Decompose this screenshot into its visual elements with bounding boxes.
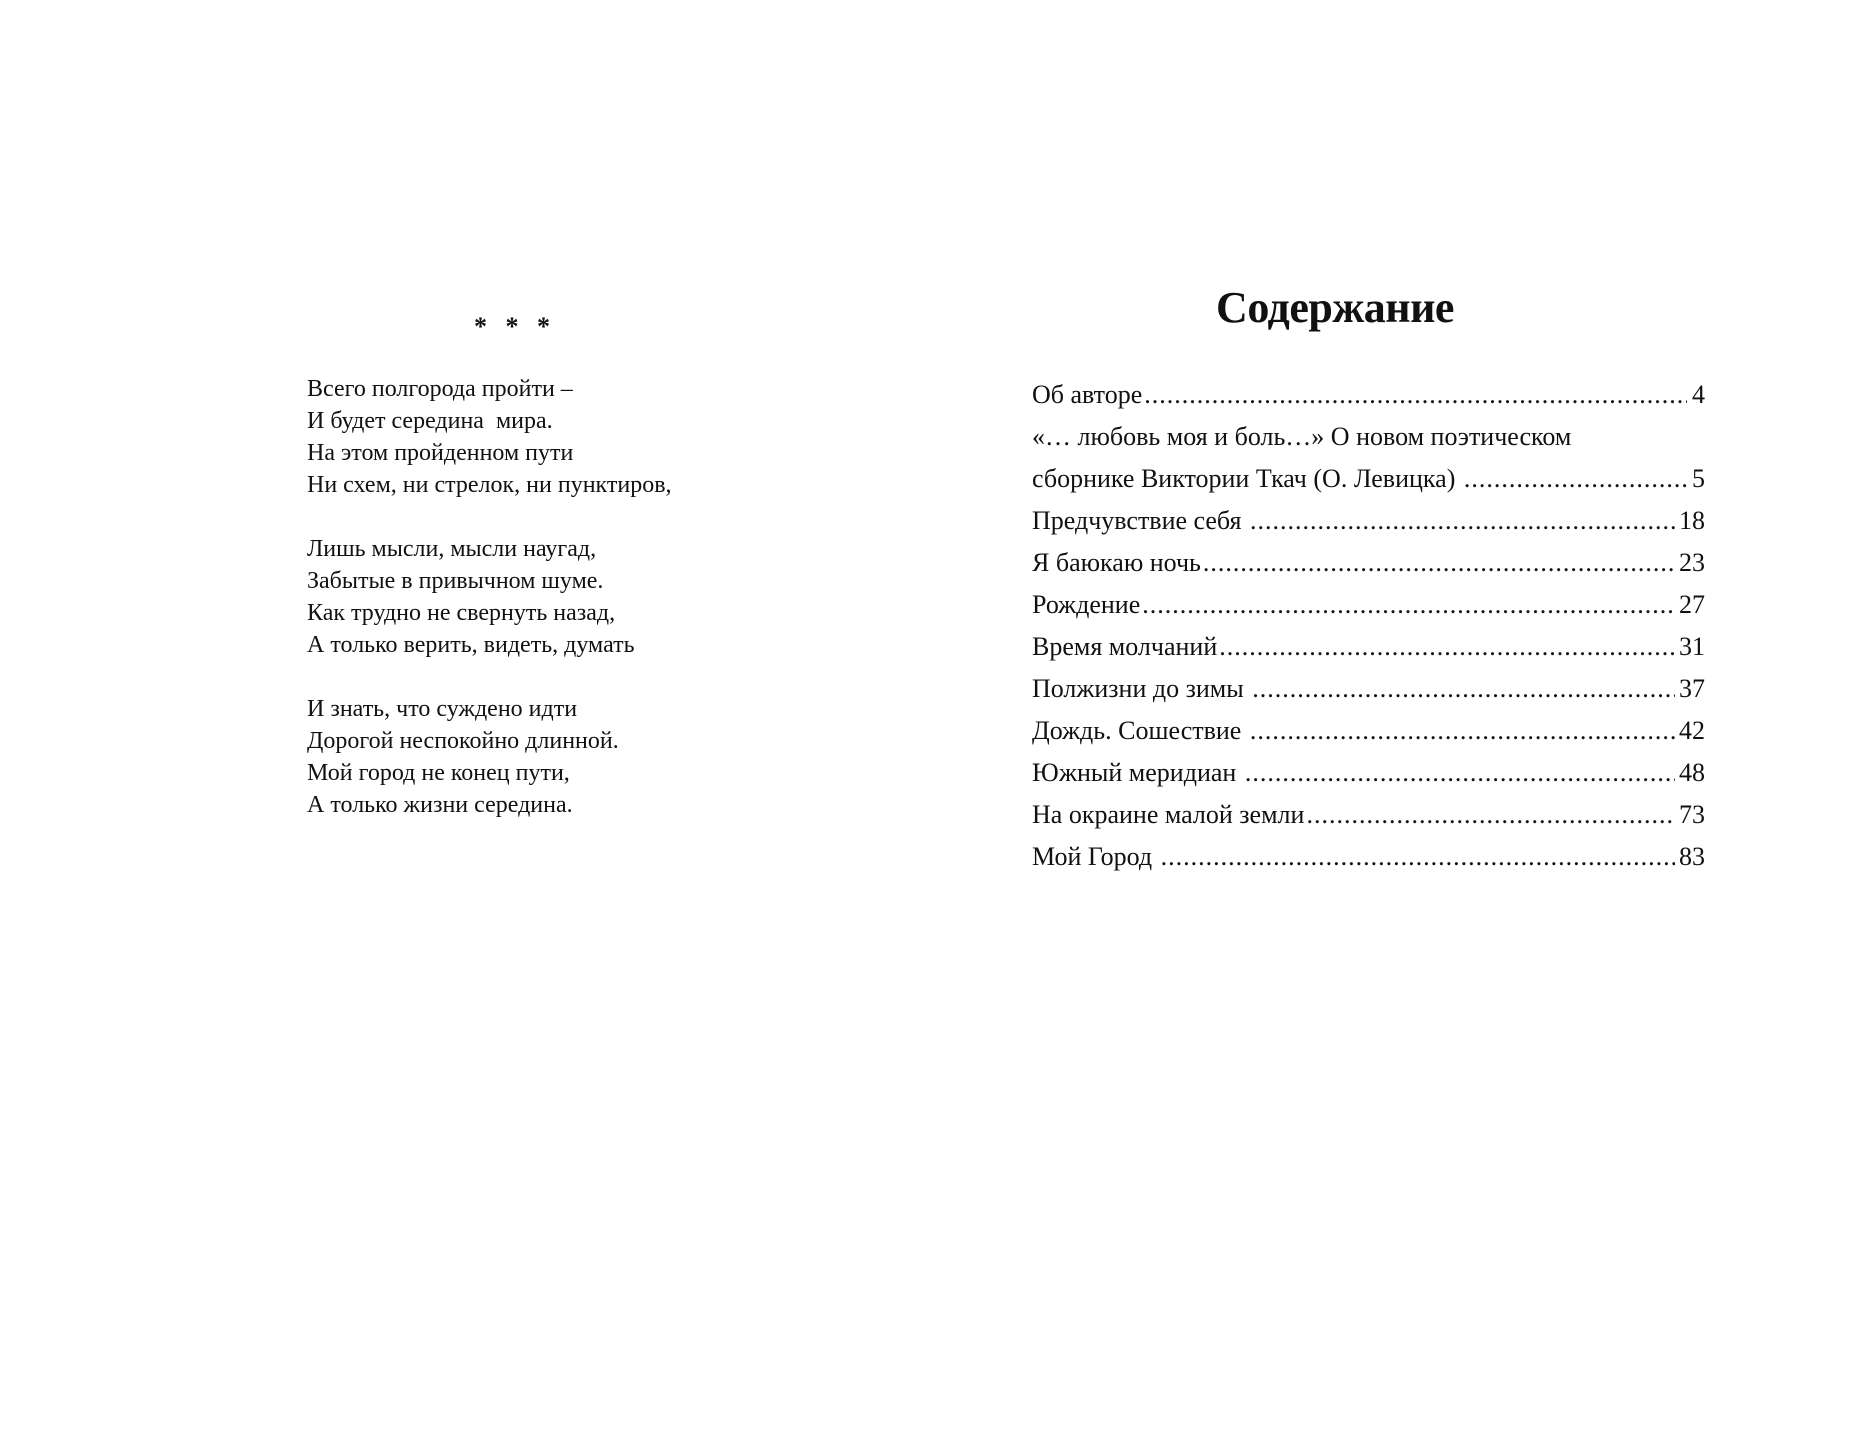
toc-entry-label: Полжизни до зимы: [1032, 674, 1251, 703]
toc-entry-label: Южный меридиан: [1032, 758, 1243, 787]
toc-page-number: 27: [1679, 590, 1705, 619]
stanza-2: [307, 533, 867, 661]
toc-entry-half-life[interactable]: [1032, 668, 1705, 710]
poem: [307, 373, 867, 853]
dot-leader: [1306, 794, 1675, 836]
right-page: [935, 0, 1871, 1455]
poem-line: Забытые в привычном шуме.: [307, 568, 604, 594]
stanza-3: [307, 693, 867, 821]
dot-leader: [1161, 836, 1675, 878]
toc-page-number: 4: [1692, 380, 1705, 409]
poem-separator: * * *: [474, 312, 556, 341]
toc-entry-label: Об авторе: [1032, 380, 1143, 409]
toc-title: Содержание: [1216, 283, 1454, 332]
toc-entry-label: На окраине малой земли: [1032, 800, 1305, 829]
toc-entry-premonition[interactable]: [1032, 500, 1705, 542]
table-of-contents: [1032, 374, 1705, 878]
toc-entry-label: Время молчаний: [1032, 632, 1218, 661]
poem-line: Как трудно не свернуть назад,: [307, 600, 616, 626]
poem-line: И будет середина мира.: [307, 408, 553, 434]
toc-entry-my-city[interactable]: [1032, 836, 1705, 878]
toc-entry-lull-night[interactable]: [1032, 542, 1705, 584]
toc-page-number: 73: [1679, 800, 1705, 829]
toc-entry-about-author[interactable]: [1032, 374, 1705, 416]
stanza-1: [307, 373, 867, 501]
toc-entry-review-line-2[interactable]: [1032, 458, 1705, 500]
poem-line: И знать, что суждено идти: [307, 696, 578, 722]
toc-entry-southern-meridian[interactable]: [1032, 752, 1705, 794]
poem-line: Лишь мысли, мысли наугад,: [307, 536, 597, 562]
poem-line: Дорогой неспокойно длинной.: [307, 728, 619, 754]
toc-entry-label: Предчувствие себя: [1032, 506, 1248, 535]
dot-leader: [1219, 626, 1675, 668]
toc-page-number: 37: [1679, 674, 1705, 703]
toc-entry-label: Рождение: [1032, 590, 1141, 619]
poem-line: А только верить, видеть, думать: [307, 632, 635, 658]
dot-leader: [1245, 752, 1675, 794]
toc-entry-rain-descent[interactable]: [1032, 710, 1705, 752]
dot-leader: [1144, 374, 1687, 416]
toc-page-number: 31: [1679, 632, 1705, 661]
toc-entry-label: Мой Город: [1032, 842, 1159, 871]
toc-entry-label: Дождь. Сошествие: [1032, 716, 1248, 745]
poem-line: Ни схем, ни стрелок, ни пунктиров,: [307, 472, 672, 498]
dot-leader: [1252, 668, 1675, 710]
toc-entry-review-line-1[interactable]: [1032, 416, 1705, 458]
poem-line: На этом пройденном пути: [307, 440, 574, 466]
toc-page-number: 23: [1679, 548, 1705, 577]
dot-leader: [1250, 710, 1675, 752]
toc-page-number: 83: [1679, 842, 1705, 871]
dot-leader: [1203, 542, 1675, 584]
toc-entry-label: «… любовь моя и боль…» О новом поэтическом: [1032, 422, 1572, 451]
poem-line: Мой город не конец пути,: [307, 760, 570, 786]
toc-entry-time-of-silence[interactable]: [1032, 626, 1705, 668]
poem-line: Всего полгорода пройти –: [307, 376, 573, 402]
toc-entry-birth[interactable]: [1032, 584, 1705, 626]
toc-page-number: 5: [1692, 464, 1705, 493]
toc-entry-label: сборнике Виктории Ткач (О. Левицка): [1032, 464, 1462, 493]
toc-page-number: 42: [1679, 716, 1705, 745]
dot-leader: [1464, 458, 1687, 500]
dot-leader: [1142, 584, 1675, 626]
toc-page-number: 48: [1679, 758, 1705, 787]
toc-entry-outskirts[interactable]: [1032, 794, 1705, 836]
toc-page-number: 18: [1679, 506, 1705, 535]
left-page: [0, 0, 935, 1455]
dot-leader: [1250, 500, 1675, 542]
toc-entry-label: Я баюкаю ночь: [1032, 548, 1201, 577]
poem-line: А только жизни середина.: [307, 792, 573, 818]
